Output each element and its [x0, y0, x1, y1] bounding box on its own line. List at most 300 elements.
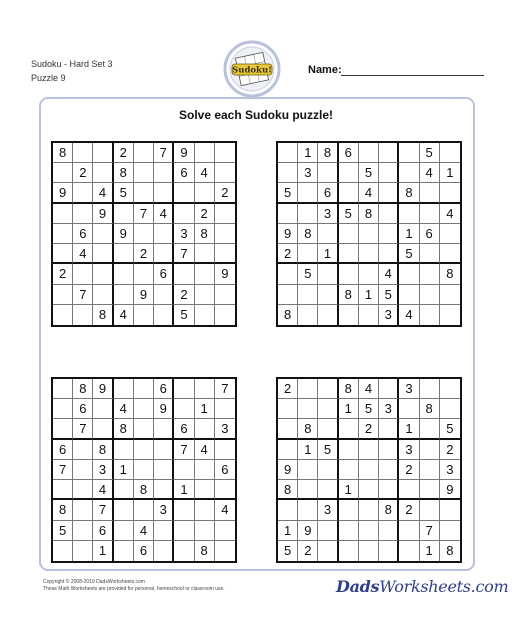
sudoku-cell: 9 — [278, 460, 298, 480]
sudoku-cell[interactable] — [93, 285, 113, 305]
sudoku-cell[interactable] — [278, 285, 298, 305]
sudoku-cell: 7 — [73, 419, 93, 439]
sudoku-cell: 8 — [195, 541, 215, 561]
sudoku-cell[interactable] — [420, 379, 440, 399]
sudoku-cell: 3 — [318, 500, 338, 520]
sudoku-cell[interactable] — [53, 541, 73, 561]
sudoku-cell: 5 — [278, 541, 298, 561]
sudoku-cell: 3 — [379, 305, 399, 325]
sudoku-cell: 4 — [359, 379, 379, 399]
sudoku-cell: 2 — [134, 244, 154, 264]
sudoku-cell[interactable] — [134, 143, 154, 163]
sudoku-cell[interactable] — [73, 183, 93, 203]
sudoku-cell: 4 — [195, 440, 215, 460]
sudoku-cell: 3 — [318, 204, 338, 224]
sudoku-cell[interactable] — [399, 541, 419, 561]
sudoku-cell[interactable] — [298, 305, 318, 325]
sudoku-cell: 7 — [215, 379, 235, 399]
sudoku-cell[interactable] — [339, 541, 359, 561]
sudoku-cell[interactable] — [440, 143, 460, 163]
sudoku-cell: 8 — [53, 500, 73, 520]
sudoku-cell: 8 — [53, 143, 73, 163]
sudoku-cell: 8 — [114, 419, 134, 439]
brand-logo-part1: Dads — [336, 577, 380, 596]
sudoku-cell[interactable] — [379, 480, 399, 500]
sudoku-cell: 6 — [318, 183, 338, 203]
sudoku-cell[interactable] — [278, 500, 298, 520]
sudoku-cell: 4 — [93, 480, 113, 500]
sudoku-cell[interactable] — [174, 541, 194, 561]
sudoku-cell[interactable] — [73, 143, 93, 163]
sudoku-cell[interactable] — [114, 440, 134, 460]
sudoku-cell[interactable] — [53, 399, 73, 419]
sudoku-cell[interactable] — [359, 500, 379, 520]
sudoku-cell: 4 — [215, 500, 235, 520]
sudoku-cell: 2 — [359, 419, 379, 439]
sudoku-cell[interactable] — [53, 224, 73, 244]
sudoku-cell[interactable] — [154, 183, 174, 203]
sudoku-cell: 6 — [134, 541, 154, 561]
sudoku-cell[interactable] — [215, 204, 235, 224]
sudoku-cell: 8 — [195, 224, 215, 244]
sudoku-cell[interactable] — [154, 285, 174, 305]
sudoku-cell[interactable] — [174, 399, 194, 419]
sudoku-cell[interactable] — [215, 244, 235, 264]
logo-text: Sudoku! — [232, 65, 272, 76]
sudoku-cell[interactable] — [93, 399, 113, 419]
sudoku-cell: 2 — [399, 500, 419, 520]
sudoku-cell: 9 — [215, 264, 235, 284]
sudoku-cell[interactable] — [440, 224, 460, 244]
sudoku-cell[interactable] — [339, 440, 359, 460]
sudoku-cell: 5 — [420, 143, 440, 163]
sudoku-cell[interactable] — [440, 399, 460, 419]
copyright-text: Copyright © 2008-2019 DadsWorksheets.com — [43, 579, 145, 585]
sudoku-cell[interactable] — [215, 143, 235, 163]
sudoku-cell[interactable] — [134, 419, 154, 439]
sudoku-cell[interactable] — [134, 399, 154, 419]
sudoku-cell[interactable] — [174, 521, 194, 541]
sudoku-cell: 8 — [93, 440, 113, 460]
sudoku-cell[interactable] — [420, 183, 440, 203]
sudoku-grid-4 — [276, 377, 462, 563]
sudoku-cell[interactable] — [154, 460, 174, 480]
sudoku-cell[interactable] — [318, 285, 338, 305]
sudoku-cell: 1 — [339, 399, 359, 419]
sudoku-cell[interactable] — [399, 521, 419, 541]
sudoku-cell[interactable] — [154, 440, 174, 460]
sudoku-cell[interactable] — [298, 379, 318, 399]
sudoku-cell[interactable] — [114, 500, 134, 520]
sudoku-cell[interactable] — [318, 379, 338, 399]
sudoku-cell[interactable] — [420, 480, 440, 500]
sudoku-cell[interactable] — [420, 419, 440, 439]
sudoku-cell[interactable] — [318, 305, 338, 325]
sudoku-cell[interactable] — [215, 305, 235, 325]
sudoku-cell: 1 — [318, 244, 338, 264]
sudoku-cell: 6 — [215, 460, 235, 480]
sudoku-cell[interactable] — [114, 521, 134, 541]
sudoku-cell[interactable] — [73, 541, 93, 561]
sudoku-cell[interactable] — [379, 379, 399, 399]
sudoku-cell[interactable] — [93, 163, 113, 183]
sudoku-cell[interactable] — [440, 285, 460, 305]
sudoku-cell[interactable] — [114, 204, 134, 224]
sudoku-cell: 1 — [399, 224, 419, 244]
sudoku-cell[interactable] — [359, 440, 379, 460]
sudoku-cell[interactable] — [53, 244, 73, 264]
sudoku-grid-1 — [51, 141, 237, 327]
sudoku-cell: 2 — [399, 460, 419, 480]
instructions: Solve each Sudoku puzzle! — [178, 108, 334, 122]
sudoku-cell[interactable] — [73, 440, 93, 460]
sudoku-cell[interactable] — [420, 305, 440, 325]
sudoku-cell[interactable] — [73, 204, 93, 224]
sudoku-cell[interactable] — [195, 244, 215, 264]
sudoku-cell[interactable] — [154, 541, 174, 561]
sudoku-cell[interactable] — [318, 419, 338, 439]
sudoku-cell[interactable] — [399, 204, 419, 224]
sudoku-cell[interactable] — [420, 285, 440, 305]
sudoku-cell: 2 — [114, 143, 134, 163]
sudoku-cell[interactable] — [379, 440, 399, 460]
sudoku-cell[interactable] — [215, 541, 235, 561]
sudoku-cell: 4 — [154, 204, 174, 224]
sudoku-cell[interactable] — [134, 183, 154, 203]
sudoku-cell: 4 — [134, 521, 154, 541]
sudoku-cell[interactable] — [298, 285, 318, 305]
sudoku-cell: 4 — [440, 204, 460, 224]
sudoku-cell: 7 — [73, 285, 93, 305]
sudoku-cell[interactable] — [215, 521, 235, 541]
sudoku-cell: 8 — [359, 204, 379, 224]
sudoku-cell[interactable] — [359, 460, 379, 480]
sudoku-cell[interactable] — [195, 305, 215, 325]
sudoku-cell[interactable] — [420, 244, 440, 264]
sudoku-cell[interactable] — [278, 143, 298, 163]
sudoku-cell[interactable] — [134, 163, 154, 183]
sudoku-cell[interactable] — [215, 480, 235, 500]
sudoku-cell[interactable] — [339, 244, 359, 264]
sudoku-cell: 1 — [359, 285, 379, 305]
sudoku-cell[interactable] — [114, 244, 134, 264]
sudoku-cell[interactable] — [339, 419, 359, 439]
sudoku-cell: 4 — [114, 305, 134, 325]
sudoku-cell[interactable] — [195, 264, 215, 284]
sudoku-cell: 3 — [298, 163, 318, 183]
sudoku-cell[interactable] — [53, 480, 73, 500]
sudoku-cell[interactable] — [154, 419, 174, 439]
sudoku-cell[interactable] — [399, 285, 419, 305]
sudoku-cell[interactable] — [195, 521, 215, 541]
sudoku-cell: 4 — [359, 183, 379, 203]
sudoku-cell: 1 — [174, 480, 194, 500]
sudoku-cell[interactable] — [215, 285, 235, 305]
sudoku-cell[interactable] — [318, 224, 338, 244]
sudoku-cell[interactable] — [278, 204, 298, 224]
sudoku-cell[interactable] — [53, 379, 73, 399]
sudoku-cell[interactable] — [420, 460, 440, 480]
sudoku-cell[interactable] — [114, 264, 134, 284]
sudoku-cell[interactable] — [73, 305, 93, 325]
sudoku-cell[interactable] — [114, 480, 134, 500]
sudoku-cell[interactable] — [318, 399, 338, 419]
sudoku-cell: 8 — [278, 480, 298, 500]
sudoku-cell[interactable] — [134, 264, 154, 284]
sudoku-cell[interactable] — [174, 460, 194, 480]
sudoku-cell: 1 — [93, 541, 113, 561]
sudoku-cell: 2 — [278, 379, 298, 399]
sudoku-cell[interactable] — [215, 224, 235, 244]
sudoku-cell: 4 — [379, 264, 399, 284]
sudoku-cell: 6 — [93, 521, 113, 541]
sudoku-cell[interactable] — [298, 244, 318, 264]
sudoku-cell[interactable] — [134, 224, 154, 244]
sudoku-cell[interactable] — [134, 379, 154, 399]
sudoku-cell[interactable] — [154, 163, 174, 183]
sudoku-cell: 4 — [399, 305, 419, 325]
sudoku-cell[interactable] — [359, 541, 379, 561]
sudoku-cell: 5 — [359, 399, 379, 419]
sudoku-cell[interactable] — [359, 521, 379, 541]
sudoku-cell[interactable] — [339, 500, 359, 520]
sudoku-cell[interactable] — [93, 224, 113, 244]
sudoku-cell[interactable] — [399, 399, 419, 419]
sudoku-cell[interactable] — [195, 460, 215, 480]
sudoku-cell: 8 — [379, 500, 399, 520]
sudoku-cell[interactable] — [379, 224, 399, 244]
sudoku-cell[interactable] — [278, 440, 298, 460]
sudoku-cell[interactable] — [298, 500, 318, 520]
sudoku-cell[interactable] — [379, 204, 399, 224]
sudoku-cell[interactable] — [215, 440, 235, 460]
sudoku-cell: 9 — [298, 521, 318, 541]
sudoku-cell[interactable] — [339, 163, 359, 183]
sudoku-cell[interactable] — [359, 244, 379, 264]
sudoku-cell: 1 — [440, 163, 460, 183]
sudoku-cell[interactable] — [93, 264, 113, 284]
sudoku-cell: 5 — [440, 419, 460, 439]
sudoku-cell[interactable] — [420, 264, 440, 284]
sudoku-cell: 6 — [154, 379, 174, 399]
sudoku-cell[interactable] — [379, 143, 399, 163]
sudoku-cell[interactable] — [318, 460, 338, 480]
sudoku-cell[interactable] — [195, 379, 215, 399]
sudoku-cell: 5 — [53, 521, 73, 541]
sudoku-cell: 5 — [278, 183, 298, 203]
sudoku-cell[interactable] — [339, 264, 359, 284]
sudoku-cell[interactable] — [174, 183, 194, 203]
sudoku-cell[interactable] — [154, 305, 174, 325]
sudoku-cell[interactable] — [73, 500, 93, 520]
sudoku-cell[interactable] — [379, 460, 399, 480]
sudoku-cell[interactable] — [359, 143, 379, 163]
sudoku-cell[interactable] — [93, 419, 113, 439]
sudoku-cell[interactable] — [278, 399, 298, 419]
sudoku-cell[interactable] — [379, 183, 399, 203]
sudoku-cell: 3 — [399, 379, 419, 399]
sudoku-cell[interactable] — [134, 440, 154, 460]
sudoku-cell[interactable] — [53, 419, 73, 439]
sudoku-cell[interactable] — [73, 521, 93, 541]
sudoku-cell[interactable] — [73, 480, 93, 500]
sudoku-cell[interactable] — [440, 521, 460, 541]
sudoku-cell: 5 — [399, 244, 419, 264]
footer — [43, 579, 225, 593]
sudoku-cell[interactable] — [318, 264, 338, 284]
sudoku-cell: 8 — [440, 264, 460, 284]
sudoku-cell[interactable] — [359, 480, 379, 500]
sudoku-cell[interactable] — [195, 183, 215, 203]
sudoku-cell[interactable] — [53, 305, 73, 325]
sudoku-cell[interactable] — [278, 264, 298, 284]
sudoku-cell[interactable] — [339, 460, 359, 480]
sudoku-cell: 5 — [339, 204, 359, 224]
sudoku-cell[interactable] — [154, 521, 174, 541]
sudoku-cell[interactable] — [399, 264, 419, 284]
sudoku-cell[interactable] — [379, 541, 399, 561]
sudoku-cell[interactable] — [318, 521, 338, 541]
sudoku-cell: 8 — [339, 285, 359, 305]
sudoku-cell: 6 — [174, 163, 194, 183]
sudoku-cell[interactable] — [114, 541, 134, 561]
sudoku-cell[interactable] — [318, 163, 338, 183]
sudoku-cell[interactable] — [93, 143, 113, 163]
sudoku-cell[interactable] — [318, 480, 338, 500]
sudoku-cell[interactable] — [339, 224, 359, 244]
sudoku-cell[interactable] — [174, 264, 194, 284]
sudoku-cell[interactable] — [298, 480, 318, 500]
sudoku-cell: 5 — [359, 163, 379, 183]
sudoku-cell: 2 — [73, 163, 93, 183]
sudoku-cell[interactable] — [174, 500, 194, 520]
sudoku-cell: 3 — [93, 460, 113, 480]
sudoku-cell: 9 — [440, 480, 460, 500]
sudoku-cell[interactable] — [134, 500, 154, 520]
sudoku-cell: 1 — [195, 399, 215, 419]
sudoku-cell: 9 — [93, 379, 113, 399]
sudoku-cell[interactable] — [73, 460, 93, 480]
sudoku-cell: 8 — [399, 183, 419, 203]
name-field[interactable] — [341, 75, 484, 76]
sudoku-cell[interactable] — [420, 500, 440, 520]
sudoku-cell[interactable] — [174, 204, 194, 224]
sudoku-cell[interactable] — [379, 419, 399, 439]
sudoku-cell[interactable] — [379, 244, 399, 264]
sudoku-cell[interactable] — [154, 224, 174, 244]
sudoku-cell[interactable] — [298, 204, 318, 224]
sudoku-cell[interactable] — [298, 399, 318, 419]
sudoku-cell: 1 — [114, 460, 134, 480]
sudoku-cell[interactable] — [154, 480, 174, 500]
sudoku-cell[interactable] — [399, 143, 419, 163]
sudoku-cell: 9 — [278, 224, 298, 244]
sudoku-cell[interactable] — [195, 419, 215, 439]
sudoku-cell[interactable] — [440, 379, 460, 399]
sudoku-cell: 8 — [278, 305, 298, 325]
sudoku-cell: 8 — [298, 419, 318, 439]
sudoku-grid-2 — [276, 141, 462, 327]
sudoku-cell[interactable] — [318, 541, 338, 561]
sudoku-cell: 9 — [53, 183, 73, 203]
puzzle-number: Puzzle 9 — [31, 73, 66, 83]
sudoku-cell[interactable] — [154, 244, 174, 264]
sudoku-cell: 8 — [446, 543, 454, 559]
sudoku-cell[interactable] — [379, 163, 399, 183]
sudoku-cell: 6 — [53, 440, 73, 460]
sudoku-cell: 8 — [298, 224, 318, 244]
worksheet-header — [31, 57, 113, 85]
sudoku-cell[interactable] — [420, 440, 440, 460]
sudoku-cell: 1 — [339, 480, 359, 500]
sudoku-cell[interactable] — [195, 480, 215, 500]
sudoku-cell[interactable] — [399, 480, 419, 500]
sudoku-cell[interactable] — [440, 305, 460, 325]
sudoku-cell: 8 — [420, 399, 440, 419]
sudoku-cell[interactable] — [53, 204, 73, 224]
sudoku-cell[interactable] — [53, 163, 73, 183]
sudoku-logo — [223, 40, 281, 98]
sudoku-cell[interactable] — [339, 305, 359, 325]
brand-logo — [336, 577, 508, 596]
sudoku-cell[interactable] — [359, 224, 379, 244]
sudoku-cell: 6 — [154, 264, 174, 284]
sudoku-cell[interactable] — [379, 521, 399, 541]
sudoku-cell[interactable] — [359, 305, 379, 325]
sudoku-cell[interactable] — [298, 183, 318, 203]
sudoku-cell[interactable] — [53, 285, 73, 305]
sudoku-cell[interactable] — [215, 163, 235, 183]
sudoku-cell: 3 — [399, 440, 419, 460]
sudoku-cell[interactable] — [298, 460, 318, 480]
sudoku-cell: 8 — [339, 379, 359, 399]
sudoku-cell[interactable] — [339, 521, 359, 541]
sudoku-cell: 6 — [73, 399, 93, 419]
sudoku-cell[interactable] — [440, 500, 460, 520]
sudoku-cell: 7 — [174, 440, 194, 460]
sudoku-cell: 3 — [379, 399, 399, 419]
sudoku-cell[interactable] — [114, 285, 134, 305]
sudoku-cell: 5 — [174, 305, 194, 325]
sudoku-cell: 6 — [420, 224, 440, 244]
sudoku-cell[interactable] — [195, 500, 215, 520]
sudoku-cell[interactable] — [215, 399, 235, 419]
sudoku-cell: 7 — [154, 143, 174, 163]
sudoku-cell[interactable] — [134, 460, 154, 480]
sudoku-cell[interactable] — [440, 244, 460, 264]
sudoku-cell[interactable] — [134, 305, 154, 325]
sudoku-cell: 1 — [298, 143, 318, 163]
sudoku-cell[interactable] — [73, 264, 93, 284]
sudoku-cell[interactable] — [278, 419, 298, 439]
sudoku-cell[interactable] — [114, 379, 134, 399]
sudoku-cell[interactable] — [399, 163, 419, 183]
worksheet-title: Sudoku - Hard Set 3 — [31, 59, 113, 69]
sudoku-cell: 7 — [93, 500, 113, 520]
sudoku-cell[interactable] — [278, 163, 298, 183]
sudoku-cell[interactable] — [440, 183, 460, 203]
sudoku-logo-graphic — [223, 40, 281, 98]
sudoku-cell[interactable] — [420, 204, 440, 224]
sudoku-cell[interactable] — [195, 285, 215, 305]
sudoku-cell: 1 — [420, 541, 440, 561]
sudoku-cell[interactable] — [359, 264, 379, 284]
sudoku-cell[interactable] — [93, 244, 113, 264]
sudoku-cell[interactable] — [195, 143, 215, 163]
sudoku-cell[interactable] — [174, 379, 194, 399]
sudoku-cell[interactable] — [339, 183, 359, 203]
sudoku-cell: 9 — [134, 285, 154, 305]
